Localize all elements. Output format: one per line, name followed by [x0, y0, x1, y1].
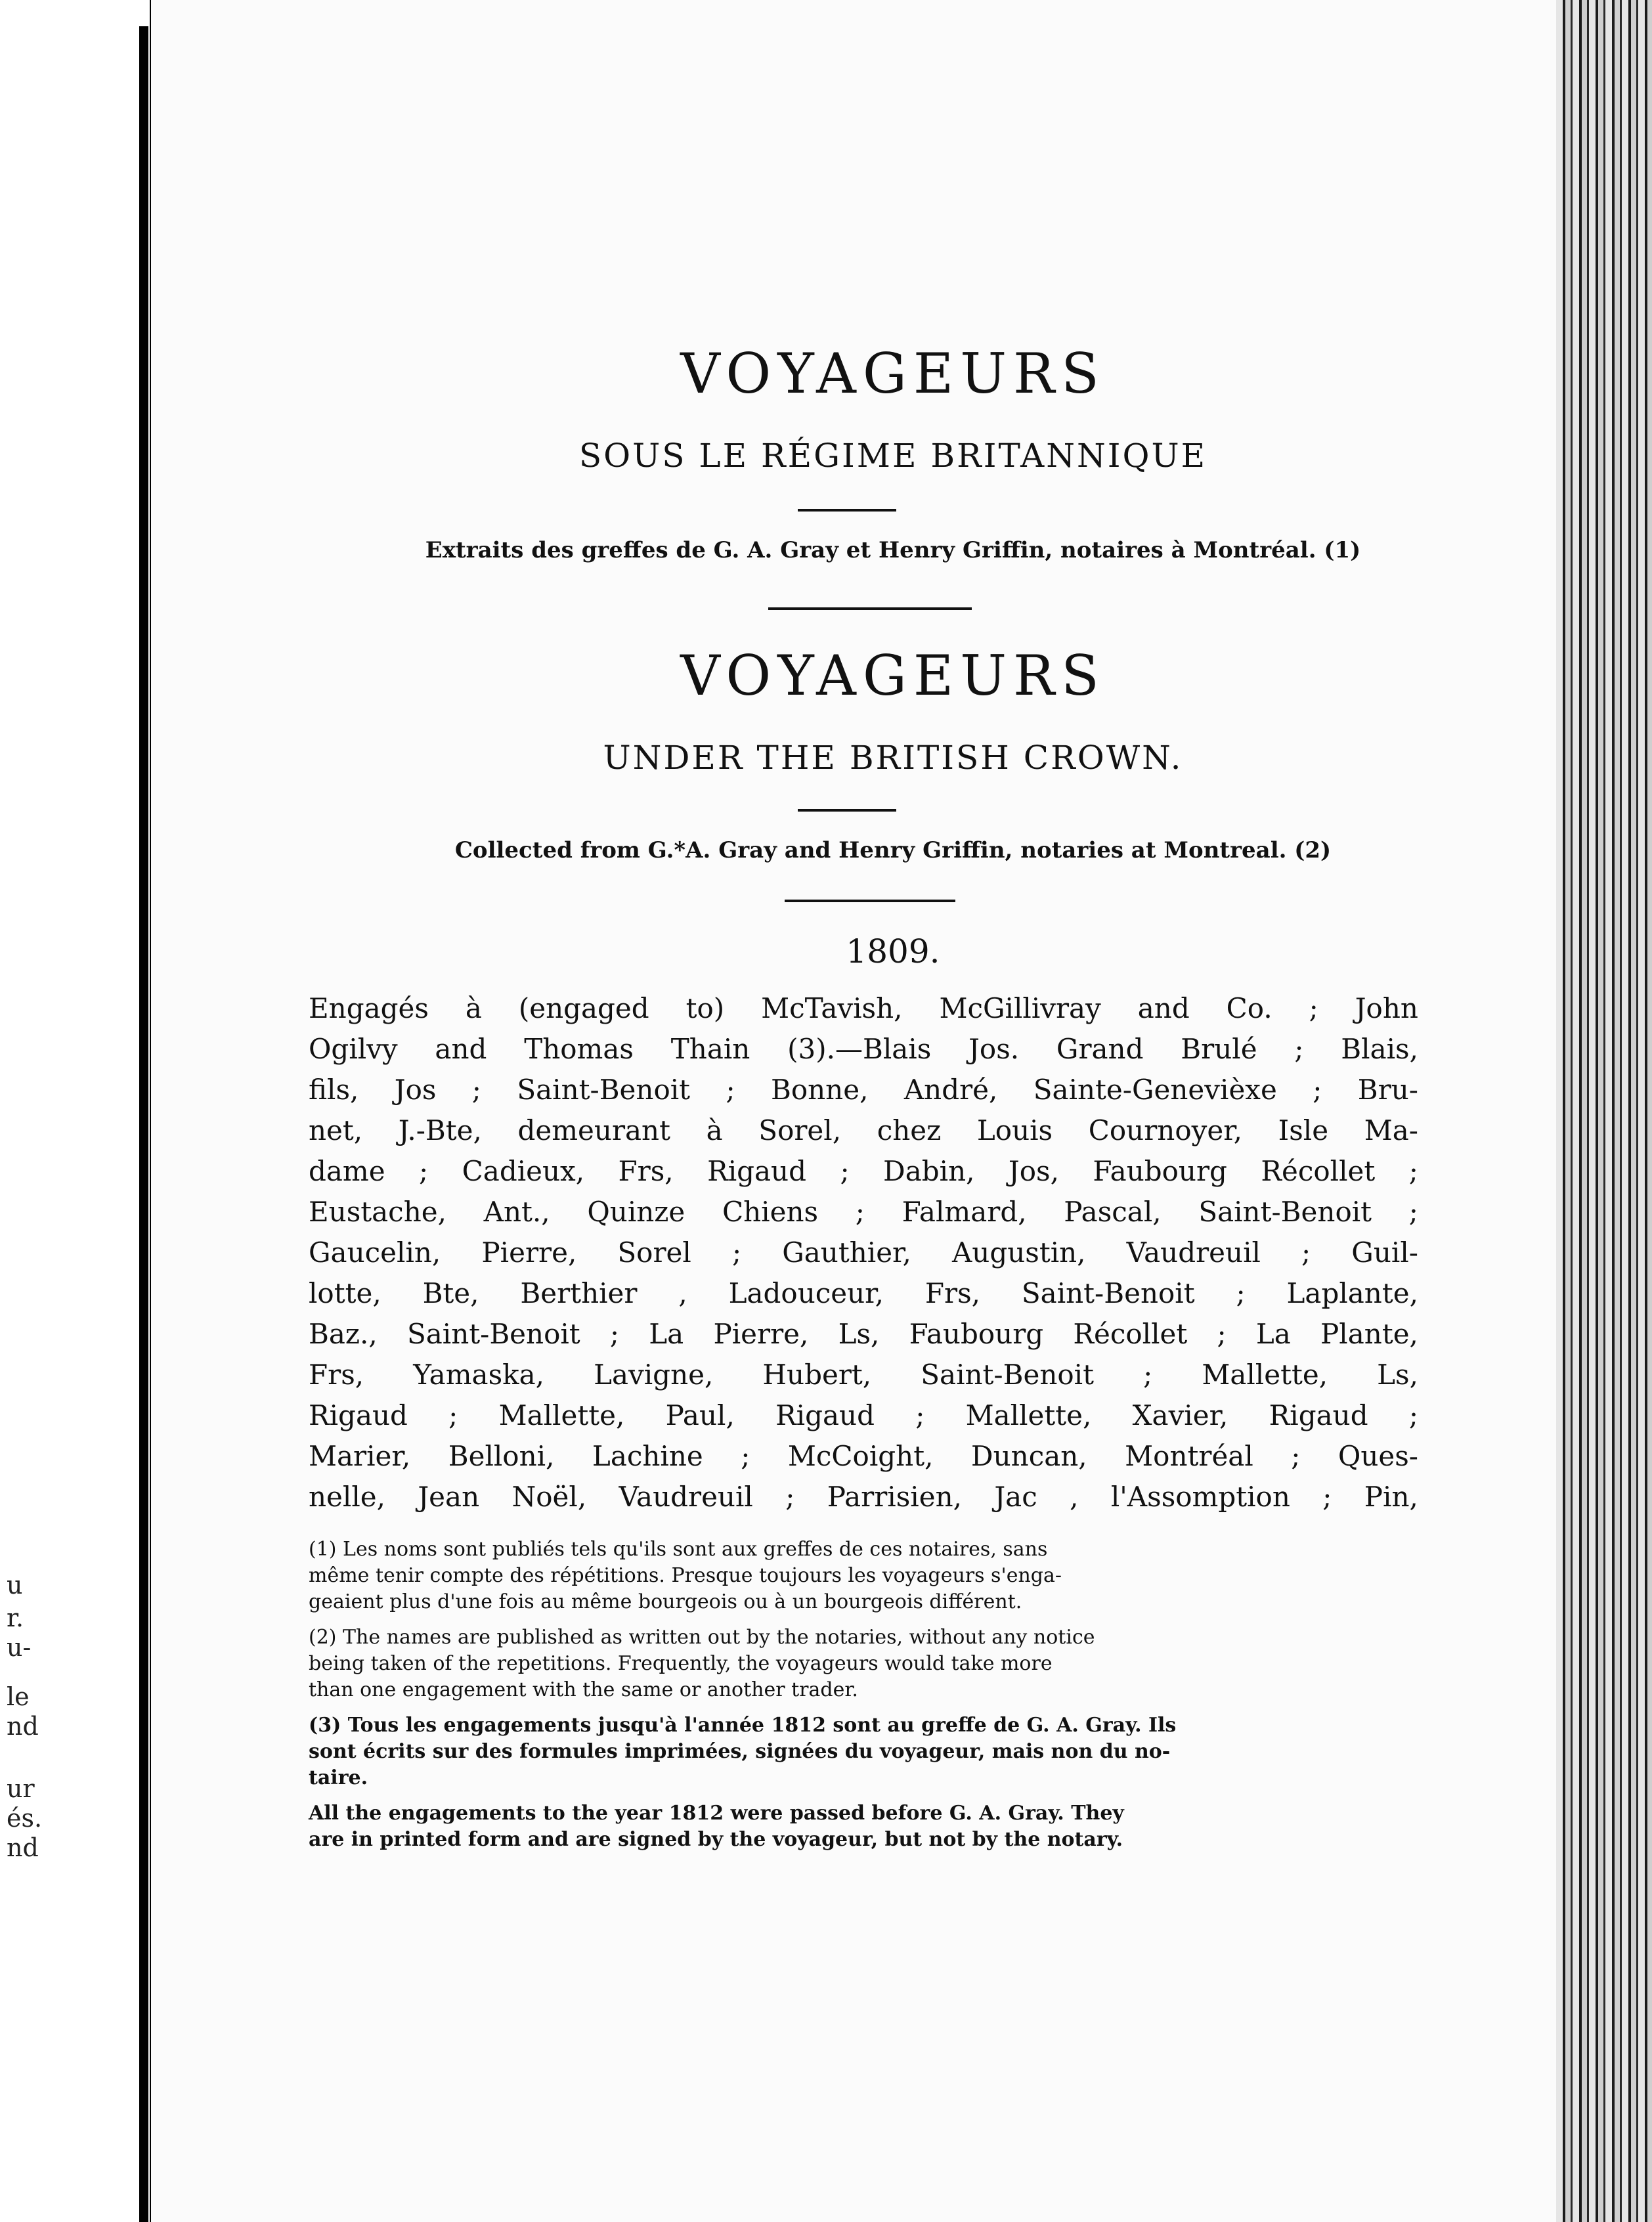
body-line [309, 1070, 1418, 1110]
word: , [678, 1277, 687, 1309]
word: Falmard, [902, 1196, 1027, 1228]
word: Saint-Benoit [1021, 1277, 1195, 1309]
footnote-line: geaient plus d'une fois au même bourgeois ou à un bourgeois différent. [309, 1590, 1022, 1613]
body-line [309, 1110, 1418, 1151]
word: Ques- [1337, 1440, 1418, 1472]
bleed-text: u [7, 1571, 23, 1600]
body-text [309, 988, 1418, 1517]
word: Baz., [309, 1318, 378, 1350]
word: Brulé [1181, 1033, 1257, 1065]
footnote-line: (3) Tous les engagements jusqu'à l'année 1812 sont au greffe de G. A. Gray. Ils [309, 1714, 1177, 1737]
bleed-text: r. [7, 1603, 24, 1632]
word: ; [1408, 1155, 1418, 1187]
word: to) [685, 992, 725, 1024]
word: (engaged [518, 992, 649, 1024]
word: Xavier, [1132, 1399, 1228, 1431]
word: Frs, [309, 1359, 364, 1391]
word: Ant., [483, 1196, 550, 1228]
word: ; [840, 1155, 850, 1187]
footnote-line: than one engagement with the same or another trader. [309, 1678, 858, 1701]
word: ; [741, 1440, 750, 1472]
word: Bte, [422, 1277, 479, 1309]
word: Lachine [592, 1440, 703, 1472]
word: Rigaud [1269, 1399, 1368, 1431]
word: nelle, [309, 1481, 385, 1513]
word: ; [785, 1481, 795, 1513]
word: Ls, [1377, 1359, 1418, 1391]
bleed-text: u- [7, 1633, 32, 1662]
word: Rigaud [309, 1399, 408, 1431]
word: ; [1408, 1196, 1418, 1228]
word: Jos, [1008, 1155, 1059, 1187]
word: Sorel, [758, 1114, 842, 1146]
word: Jos. [968, 1033, 1020, 1065]
divider [798, 809, 896, 812]
word: Marier, [309, 1440, 411, 1472]
word: ; [471, 1074, 481, 1106]
source-fr: Extraits des greffes de G. A. Gray et Henry Griffin, notaires à Montréal. (1) [425, 537, 1361, 563]
word: Plante, [1320, 1318, 1418, 1350]
word: Lavigne, [594, 1359, 714, 1391]
word: (3).—Blais [787, 1033, 932, 1065]
word: Mallette, [965, 1399, 1092, 1431]
footnote-line: sont écrits sur des formules imprimées, signées du voyageur, mais non du no- [309, 1740, 1171, 1763]
word: demeurant [517, 1114, 670, 1146]
word: Montréal [1125, 1440, 1253, 1472]
word: McCoight, [787, 1440, 934, 1472]
word: ; [915, 1399, 925, 1431]
word: ; [609, 1318, 620, 1350]
subtitle-en: UNDER THE BRITISH CROWN. [603, 739, 1183, 777]
word: Laplante, [1286, 1277, 1418, 1309]
word: Faubourg [909, 1318, 1044, 1350]
word: Cadieux, [462, 1155, 585, 1187]
word: Frs, [618, 1155, 674, 1187]
word: Isle [1278, 1114, 1329, 1146]
word: Ma- [1364, 1114, 1418, 1146]
footnote [309, 1624, 1418, 1703]
word: Saint-Benoit [406, 1318, 580, 1350]
word: lotte, [309, 1277, 381, 1309]
body-line [309, 1192, 1418, 1232]
word: ; [419, 1155, 429, 1187]
page-edges [1556, 0, 1652, 2222]
word: ; [726, 1074, 735, 1106]
word: Parrisien, [827, 1481, 962, 1513]
word: Paul, [665, 1399, 735, 1431]
body-line [309, 1151, 1418, 1192]
word: Quinze [587, 1196, 685, 1228]
word: ; [1408, 1399, 1418, 1431]
word: La [1255, 1318, 1291, 1350]
word: Récollet [1261, 1155, 1376, 1187]
word: Louis [976, 1114, 1053, 1146]
body-line [309, 1355, 1418, 1395]
word: ; [1291, 1440, 1301, 1472]
word: Gaucelin, [309, 1236, 441, 1269]
word: Dabin, [883, 1155, 975, 1187]
footnote-line: All the engagements to the year 1812 were passed before G. A. Gray. They [309, 1802, 1124, 1825]
body-line [309, 988, 1418, 1029]
body-line [309, 1395, 1418, 1436]
word: Blais, [1341, 1033, 1418, 1065]
bleed-text: és. [7, 1804, 43, 1833]
word: Pascal, [1064, 1196, 1162, 1228]
word: ; [1309, 992, 1318, 1024]
word: fils, [309, 1074, 359, 1106]
word: Berthier [520, 1277, 638, 1309]
title-fr: VOYAGEURS [680, 341, 1106, 406]
word: à [465, 992, 482, 1024]
footnote-line: même tenir compte des répétitions. Presque toujours les voyageurs s'enga- [309, 1564, 1062, 1587]
word: Saint-Benoit [517, 1074, 691, 1106]
word: Sainte-Genevièxe [1033, 1074, 1277, 1106]
word: Vaudreuil [1126, 1236, 1261, 1269]
bleed-text: nd [7, 1712, 39, 1741]
word: Bonne, [770, 1074, 869, 1106]
word: and [1137, 992, 1190, 1024]
word: ; [731, 1236, 742, 1269]
word: à [706, 1114, 723, 1146]
source-en: Collected from G.*A. Gray and Henry Griffin, notaries at Montreal. (2) [454, 837, 1332, 863]
word: André, [903, 1074, 998, 1106]
word: dame [309, 1155, 385, 1187]
divider [768, 607, 972, 610]
book-page [151, 0, 1556, 2222]
word: Pierre, [481, 1236, 577, 1269]
word: ; [1143, 1359, 1153, 1391]
word: Eustache, [309, 1196, 446, 1228]
word: Pierre, [713, 1318, 809, 1350]
facing-page-strip [0, 0, 150, 2222]
word: net, [309, 1114, 363, 1146]
word: John [1355, 992, 1418, 1024]
word: Duncan, [970, 1440, 1087, 1472]
word: Augustin, [951, 1236, 1086, 1269]
word: Rigaud [775, 1399, 875, 1431]
word: Yamaska, [413, 1359, 544, 1391]
word: Sorel [617, 1236, 691, 1269]
body-line [309, 1314, 1418, 1355]
word: ; [1236, 1277, 1246, 1309]
word: Guil- [1351, 1236, 1418, 1269]
divider [785, 900, 955, 902]
body-line [309, 1477, 1418, 1517]
word: Jos [394, 1074, 437, 1106]
word: , [1070, 1481, 1079, 1513]
footnote-line: taire. [309, 1766, 368, 1789]
word: Jac [994, 1481, 1037, 1513]
year-heading: 1809. [846, 932, 940, 970]
body-line [309, 1273, 1418, 1314]
word: and [435, 1033, 487, 1065]
body-line [309, 1029, 1418, 1070]
word: ; [448, 1399, 458, 1431]
word: chez [877, 1114, 942, 1146]
body-line [309, 1232, 1418, 1273]
word: ; [1217, 1318, 1227, 1350]
gutter-rule [139, 26, 148, 2222]
word: ; [1322, 1481, 1332, 1513]
word: Jean [418, 1481, 480, 1513]
word: Cournoyer, [1088, 1114, 1243, 1146]
word: Co. [1226, 992, 1272, 1024]
word: Hubert, [762, 1359, 872, 1391]
divider [798, 509, 896, 512]
footnote-line: (2) The names are published as written out by the notaries, without any notice [309, 1626, 1095, 1649]
bleed-text: ur [7, 1774, 35, 1803]
word: Gauthier, [782, 1236, 911, 1269]
subtitle-fr: SOUS LE RÉGIME BRITANNIQUE [578, 437, 1207, 475]
footnotes [309, 1536, 1418, 1862]
word: Mallette, [1202, 1359, 1328, 1391]
footnote-line: being taken of the repetitions. Frequently, the voyageurs would take more [309, 1652, 1053, 1675]
word: Saint-Benoit [1198, 1196, 1372, 1228]
bleed-text: nd [7, 1833, 39, 1862]
word: Noël, [511, 1481, 587, 1513]
footnote [309, 1800, 1418, 1853]
word: ; [1313, 1074, 1322, 1106]
word: Thomas [524, 1033, 634, 1065]
footnote-line: are in printed form and are signed by the voyageur, but not by the notary. [309, 1828, 1123, 1851]
word: ; [1301, 1236, 1311, 1269]
word: Rigaud [707, 1155, 806, 1187]
footnote [309, 1536, 1418, 1615]
word: Ls, [838, 1318, 880, 1350]
word: Ladouceur, [728, 1277, 884, 1309]
word: Frs, [924, 1277, 980, 1309]
word: Thain [670, 1033, 750, 1065]
word: J.-Bte, [398, 1114, 482, 1146]
word: Ogilvy [309, 1033, 398, 1065]
word: La [649, 1318, 684, 1350]
word: Mallette, [498, 1399, 625, 1431]
word: l'Assomption [1110, 1481, 1290, 1513]
word: Faubourg [1093, 1155, 1227, 1187]
title-en: VOYAGEURS [680, 643, 1106, 708]
word: Pin, [1364, 1481, 1418, 1513]
footnote [309, 1712, 1418, 1791]
word: Vaudreuil [619, 1481, 753, 1513]
word: Bru- [1357, 1074, 1418, 1106]
word: ; [855, 1196, 865, 1228]
word: Récollet [1073, 1318, 1188, 1350]
word: Chiens [722, 1196, 819, 1228]
word: Belloni, [448, 1440, 555, 1472]
bleed-text: le [7, 1682, 30, 1711]
word: Grand [1056, 1033, 1144, 1065]
word: McGillivray [939, 992, 1101, 1024]
word: McTavish, [761, 992, 903, 1024]
word: ; [1294, 1033, 1304, 1065]
word: Saint-Benoit [921, 1359, 1094, 1391]
body-line [309, 1436, 1418, 1477]
word: Engagés [309, 992, 429, 1024]
footnote-line: (1) Les noms sont publiés tels qu'ils sont aux greffes de ces notaires, sans [309, 1538, 1048, 1561]
